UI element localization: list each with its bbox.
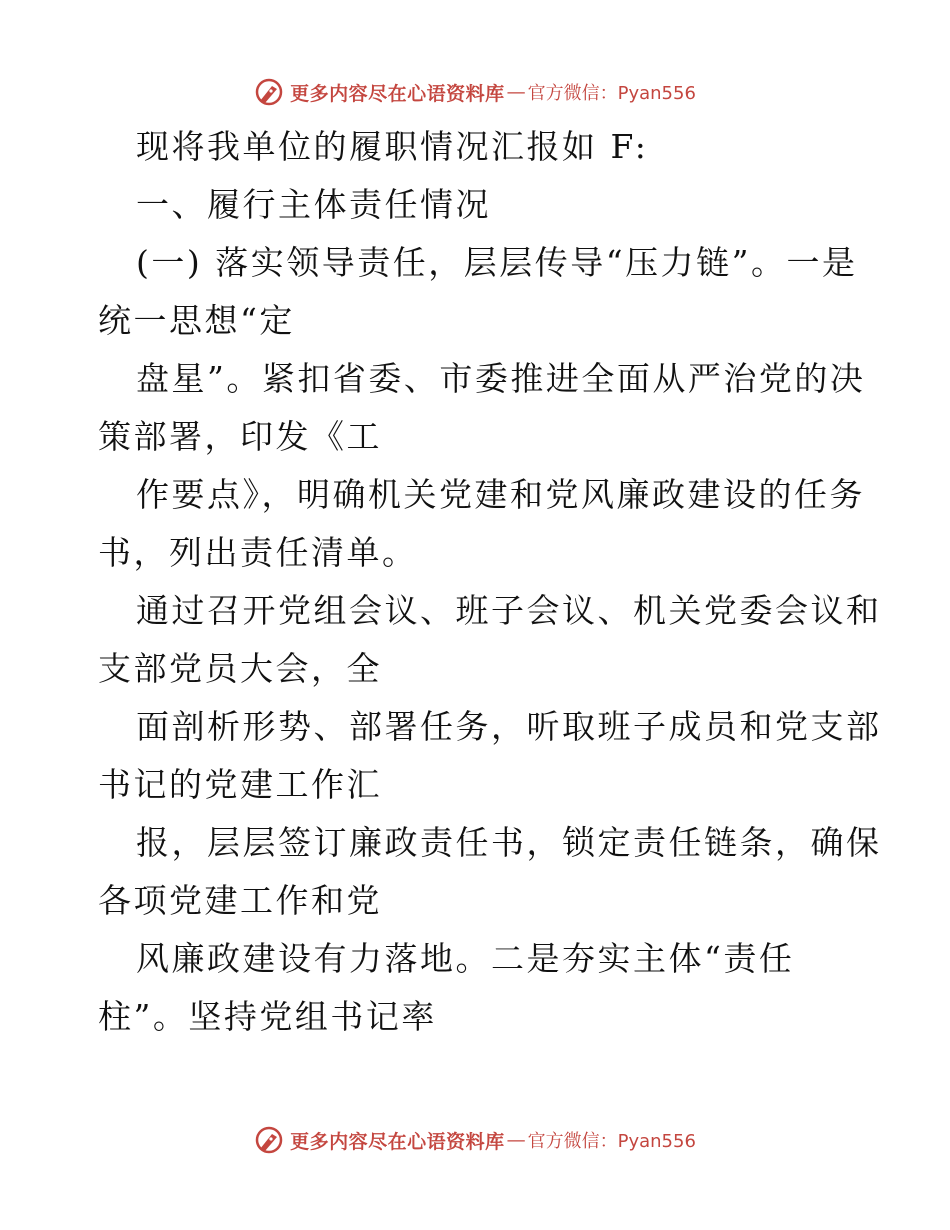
doc-line: 书记的党建工作汇 (98, 765, 382, 804)
doc-line: 盘星”。紧扣省委、市委推进全面从严治党的决 (136, 359, 866, 398)
doc-line: 柱”。坚持党组书记率 (98, 997, 437, 1036)
doc-line: (一) 落实领导责任，层层传导“压力链”。一是 (136, 243, 858, 282)
header-banner (0, 72, 950, 112)
doc-line: 现将我单位的履职情况汇报如 F: (136, 127, 649, 166)
doc-line: 风廉政建设有力落地。二是夯实主体“责任 (136, 939, 795, 978)
pen-nib-circle-icon (254, 77, 284, 107)
doc-line: 统一思想“定 (98, 301, 295, 340)
doc-line: 通过召开党组会议、班子会议、机关党委会议和 (136, 591, 882, 630)
document-body (98, 118, 882, 1046)
doc-line: 各项党建工作和党 (98, 881, 382, 920)
doc-line: 支部党员大会，全 (98, 649, 382, 688)
doc-line: 书，列出责任清单。 (98, 533, 418, 572)
banner-wechat: 官方微信：Pyan556 (527, 83, 696, 104)
banner-dash: — (506, 81, 526, 103)
footer-banner (0, 1120, 950, 1160)
doc-line: 作要点》，明确机关党建和党风廉政建设的任务 (136, 475, 865, 514)
banner-title: 更多内容尽在心语资料库 (290, 1130, 505, 1153)
doc-line: 面剖析形势、部署任务，听取班子成员和党支部 (136, 707, 882, 746)
doc-line: 策部署，印发《工 (98, 417, 382, 456)
pen-nib-circle-icon (254, 1125, 284, 1155)
banner-wechat: 官方微信：Pyan556 (527, 1131, 696, 1152)
section-heading: 一、履行主体责任情况 (136, 185, 491, 224)
banner-dash: — (506, 1129, 526, 1151)
banner-title: 更多内容尽在心语资料库 (290, 82, 505, 105)
doc-line: 报，层层签订廉政责任书，锁定责任链条，确保 (136, 823, 882, 862)
